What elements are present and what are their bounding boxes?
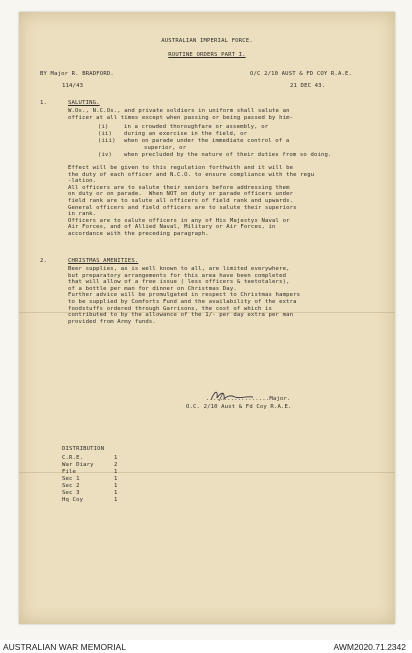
list-item-text: when precluded by the nature of their duties from so doing. xyxy=(124,152,332,158)
distribution-qty: 1 xyxy=(114,497,118,503)
section-paragraph: Effect will be given to this regulation forthwith and it will be the duty of each officer and N.C.O. to ensure compliance with the regu -lation. All officers are to salute their seniors before addressing them on duty or on parade. When NOT on duty or parade officers under field rank are to salute all officers of field rank and upwards. General officers and field officers are to salute their superiors in rank. Officers are to salute officers in any of His Majestys Naval or Air Forces, and of Allied Naval, Military or Air Forces, in accordance with the preceding paragraph. xyxy=(68,165,315,237)
signature-title: O.C. 2/10 Aust & Fd Coy R.A.E. xyxy=(186,404,292,410)
section-number: 1. xyxy=(40,100,48,106)
list-item-text: superior, or xyxy=(144,145,187,151)
signature-line: ..................Major. xyxy=(206,396,291,402)
distribution-qty: 1 xyxy=(114,490,118,496)
distribution-qty: 1 xyxy=(114,469,118,475)
distribution-qty: 1 xyxy=(114,483,118,489)
issued-by: BY Major R. BRADFORD. xyxy=(40,71,114,77)
order-date: 21 DEC 43. xyxy=(290,83,326,89)
distribution-qty: 1 xyxy=(114,455,118,461)
list-item-text: during an exercise in the field, or xyxy=(124,131,248,137)
list-item-number: (iv) xyxy=(98,152,113,158)
distribution-name: War Diary xyxy=(62,462,94,468)
distribution-name: Hq Coy xyxy=(62,497,84,503)
distribution-heading: DISTRIBUTION xyxy=(62,446,105,452)
list-item-number: (iii) xyxy=(98,138,116,144)
list-item-number: (ii) xyxy=(98,131,113,137)
section-text: officer at all times except when passing or being passed by him- xyxy=(68,115,294,121)
section-paragraph: Beer supplies, as is well known to all, are limited everywhere, but preparatory arrangements for this area have been completed that will allow of a free issue ( less officers & teetotalers), of a bottle per man for dinner on Christmas Day. Further advice will be promulgated in respect to Christmas hampers to be supplied by Comforts Fund and the availability of the extra foodstuffs ordered through Garrisons, the cost of which is contributed to by the allowance of the 1/- per day extra per man provided from Army funds. xyxy=(68,266,301,325)
distribution-name: File xyxy=(62,469,77,475)
distribution-name: Sec 1 xyxy=(62,476,80,482)
distribution-qty: 2 xyxy=(114,462,118,468)
document-title: AUSTRALIAN IMPERIAL FORCE. xyxy=(161,38,253,44)
distribution-qty: 1 xyxy=(114,476,118,482)
section-text: W.Os., N.C.Os., and private soldiers in uniform shall salute an xyxy=(68,108,290,114)
order-reference: 114/43 xyxy=(62,83,84,89)
institution-name: AUSTRALIAN WAR MEMORIAL xyxy=(3,642,126,652)
list-item-text: in a crowded thoroughfare or assembly, or xyxy=(124,124,269,130)
section-number: 2. xyxy=(40,258,48,264)
document-subtitle: ROUTINE ORDERS PART I. xyxy=(168,52,246,58)
list-item-text: when on parade under the immediate control of a xyxy=(124,138,290,144)
unit-designation: O/C 2/10 AUST & FD COY R.A.E. xyxy=(250,71,353,77)
archive-footer xyxy=(0,640,412,653)
section-heading: SALUTING. xyxy=(68,100,100,106)
distribution-name: Sec 3 xyxy=(62,490,80,496)
accession-number: AWM2020.71.2342 xyxy=(333,642,406,652)
distribution-name: C.R.E. xyxy=(62,455,84,461)
section-heading: CHRISTMAS AMENITIES. xyxy=(68,258,139,264)
distribution-name: Sec 2 xyxy=(62,483,80,489)
list-item-number: (i) xyxy=(98,124,109,130)
